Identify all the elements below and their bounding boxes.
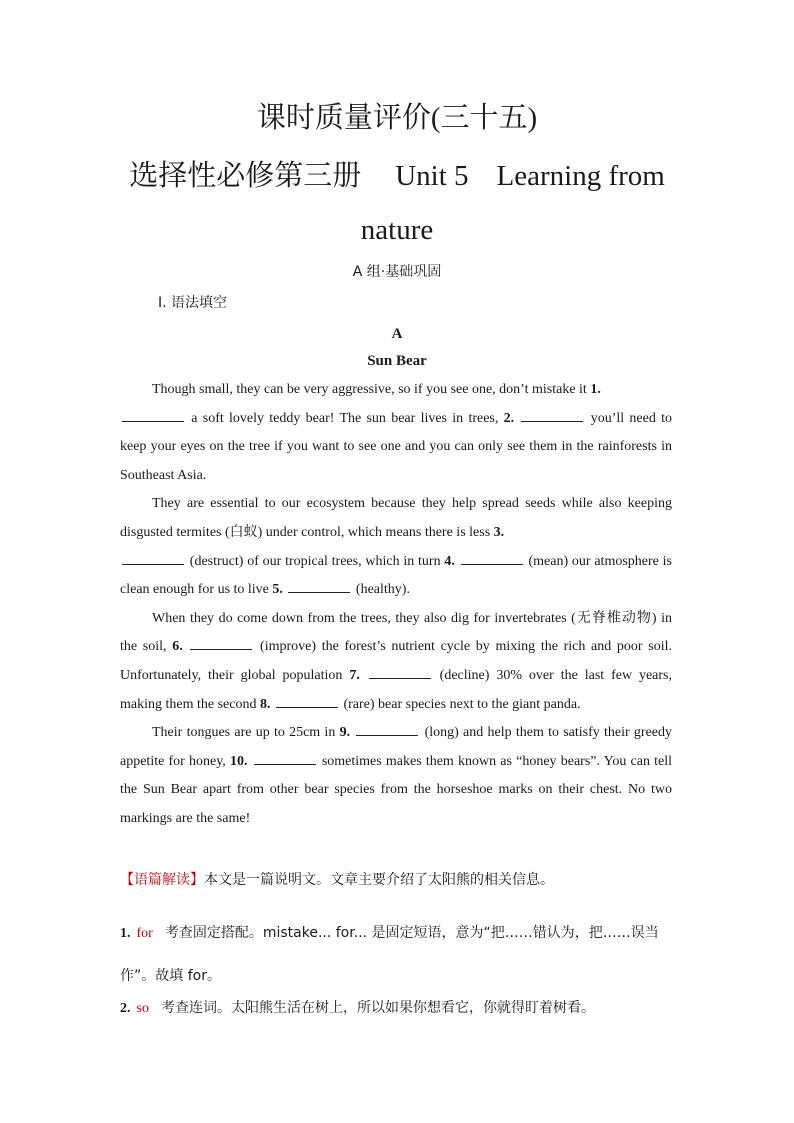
text-run: (healthy). <box>352 582 410 598</box>
unit-number: Unit 5 <box>395 160 469 192</box>
paragraph <box>120 605 672 719</box>
fill-blank[interactable] <box>122 407 184 422</box>
blank-number: 6. <box>172 639 183 655</box>
text-run: (rare) bear species next to the giant panda. <box>339 696 581 712</box>
blank-number: 3. <box>493 524 505 540</box>
blank-number: 5. <box>272 582 283 598</box>
fill-blank[interactable] <box>356 721 418 736</box>
analysis-tag: 【语篇解读】 <box>120 872 204 888</box>
answer-explanation: 考查连词。太阳熊生活在树上，所以如果你想看它，你就得盯着树看。 <box>160 1000 595 1016</box>
book-volume: 选择性必修第三册 <box>129 158 362 192</box>
analysis-summary: 本文是一篇说明文。文章主要介绍了太阳熊的相关信息。 <box>204 872 554 888</box>
passage-letter: A <box>391 326 403 342</box>
paragraph <box>120 490 672 604</box>
section-heading: Ⅰ. 语法填空 <box>158 295 228 311</box>
answer-value: for <box>136 926 153 941</box>
text-run: (mean) our atmosphere is clean enough for us to live <box>120 553 673 598</box>
fill-blank[interactable] <box>369 664 431 679</box>
text-run: (destruct) of our tropical trees, which in turn <box>186 553 445 569</box>
passage-analysis <box>120 868 680 893</box>
blank-number: 1. <box>590 382 601 397</box>
answer-number: 1. <box>120 926 131 941</box>
fill-blank[interactable] <box>461 550 523 565</box>
answer-value: so <box>136 1001 149 1016</box>
blank-number: 8. <box>259 696 271 712</box>
text-run: They are essential to our ecosystem because they help spread seeds while also keeping disgusted termites (白蚁) under control, which means there is less <box>120 496 672 540</box>
text-run: Though small, they can be very aggressive, so if you see one, don’t mistake it <box>152 382 591 397</box>
text-run: (improve) the forest’s nutrient cycle by mixing the rich and poor soil. Unfortunately, their global population <box>120 639 673 683</box>
blank-number: 7. <box>349 667 360 683</box>
text-run: Their tongues are up to 25cm in <box>152 725 340 741</box>
blank-number: 10. <box>229 753 248 769</box>
passage-body <box>120 376 672 834</box>
blank-number: 2. <box>503 410 515 426</box>
answer-item <box>120 912 680 998</box>
passage-title: Sun Bear <box>367 353 427 369</box>
blank-number: 9. <box>339 725 351 741</box>
unit-title <box>0 155 794 196</box>
group-heading: A 组·基础巩固 <box>352 264 442 280</box>
page-title: 课时质量评价(三十五) <box>256 102 538 134</box>
text-run: sometimes makes them known as “honey bears”. You can tell the Sun Bear apart from other bear species from the horseshoe marks on their chest. No two markings are the same! <box>120 753 673 826</box>
answer-number: 2. <box>120 1001 131 1016</box>
blank-number: 4. <box>444 553 455 569</box>
text-run: a soft lovely teddy bear! The sun bear lives in trees, <box>186 410 504 426</box>
text-run: (decline) 30% over the last few years, making them the second <box>120 667 673 712</box>
fill-blank[interactable] <box>122 550 184 565</box>
fill-blank[interactable] <box>521 407 583 422</box>
fill-blank[interactable] <box>190 635 252 650</box>
fill-blank[interactable] <box>288 578 350 593</box>
paragraph <box>120 376 672 490</box>
answer-explanation: 考查固定搭配。mistake... for... 是固定短语，意为“把……错认为，把……误当作”。故填 for。 <box>120 925 659 984</box>
text-run: When they do come down from the trees, they also dig for invertebrates (无脊椎动物) in the soil, <box>120 610 672 655</box>
unit-name: Learning from <box>496 160 665 192</box>
fill-blank[interactable] <box>276 693 338 708</box>
fill-blank[interactable] <box>254 750 316 765</box>
text-run: (long) and help them to satisfy their greedy appetite for honey, <box>120 725 673 769</box>
text-run: you’ll need to keep your eyes on the tree if you want to see one and you can only see them in the rainforests in Southeast Asia. <box>120 410 673 483</box>
answer-item <box>120 996 680 1021</box>
paragraph <box>120 719 672 833</box>
unit-title-continued: nature <box>360 214 434 246</box>
